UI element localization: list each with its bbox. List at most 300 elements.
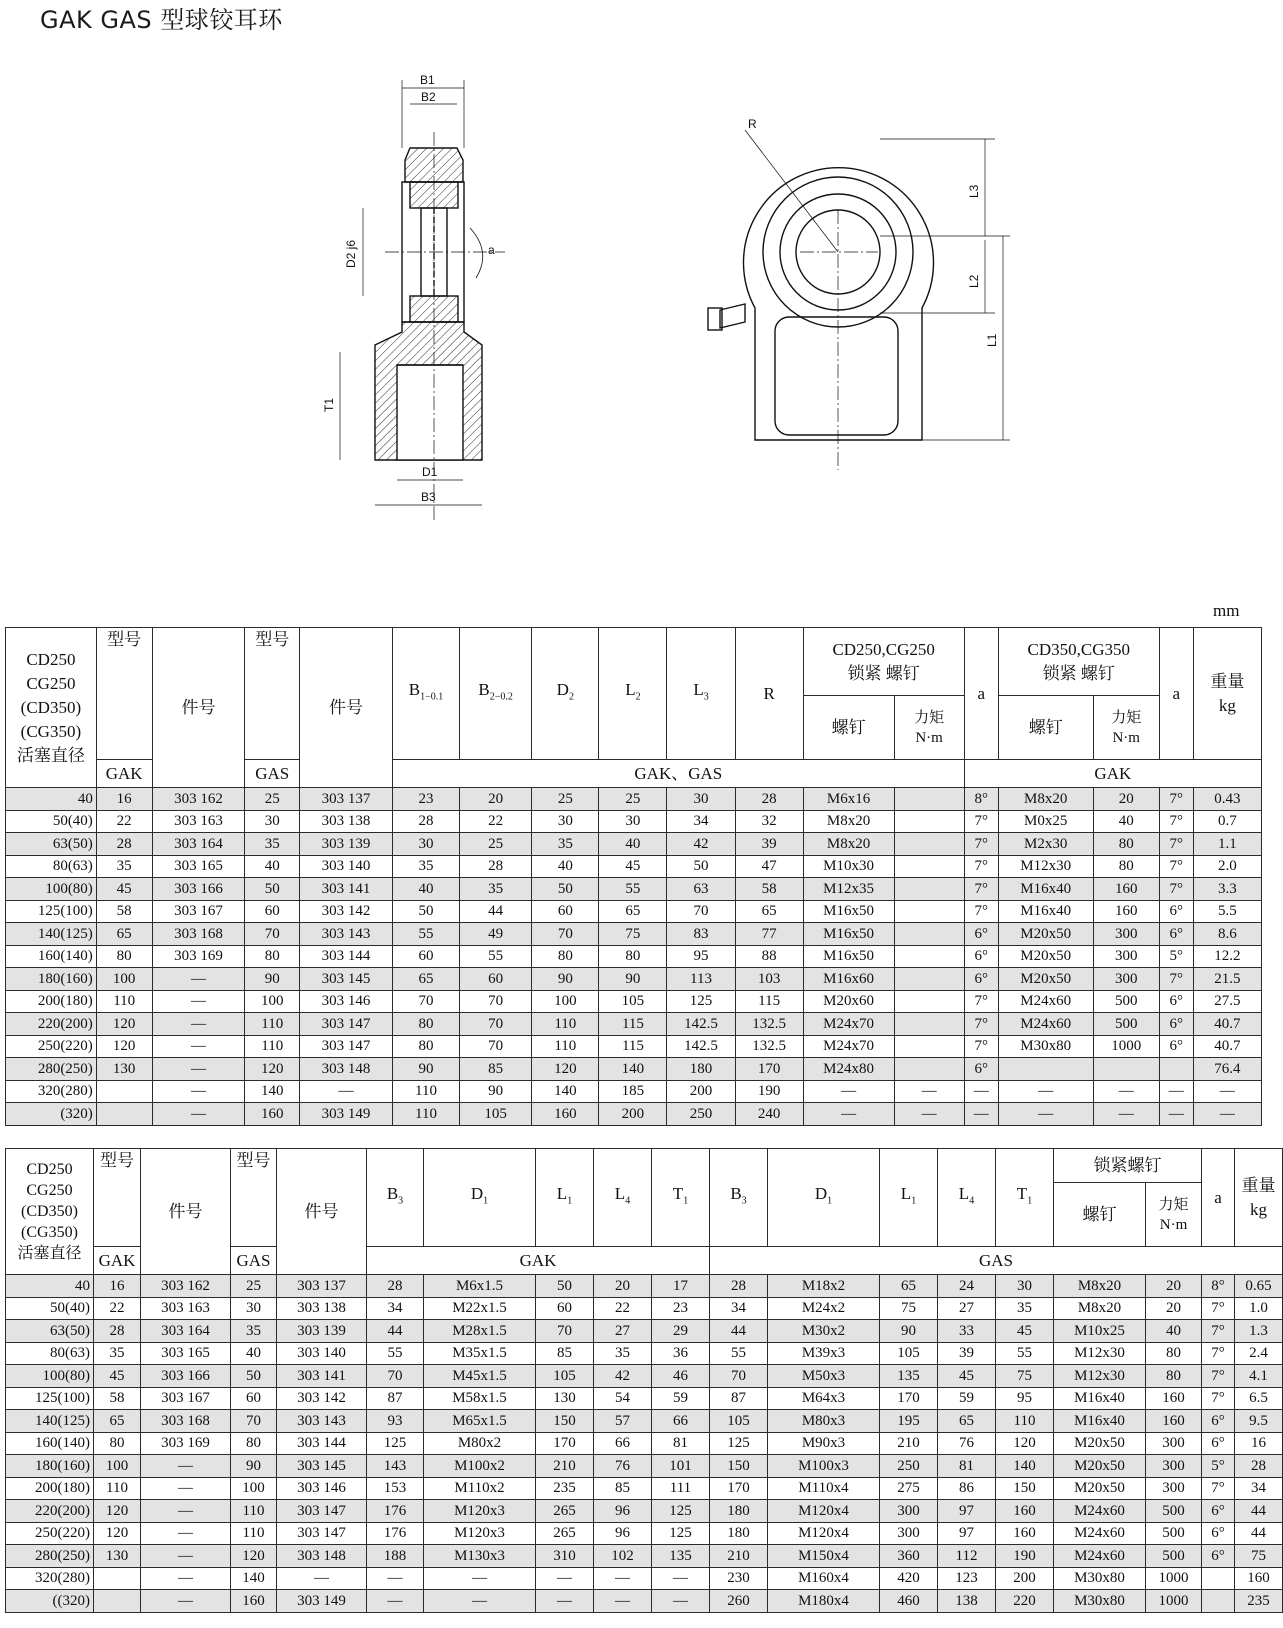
table-cell: M80x2 [424, 1432, 536, 1455]
table-cell: 25 [460, 833, 532, 856]
table-cell: 95 [667, 945, 735, 968]
table-cell: 88 [735, 945, 803, 968]
table-cell: — [998, 1080, 1093, 1103]
table-row [6, 1080, 1262, 1103]
table-cell: 160(140) [6, 1432, 94, 1455]
table-cell: 35 [392, 855, 459, 878]
header-gak-model: 型号 [96, 628, 152, 760]
table-cell: 30 [245, 810, 300, 833]
table-cell: 50 [231, 1365, 277, 1388]
table-cell: 120 [231, 1545, 277, 1568]
table-cell: 200(180) [6, 990, 97, 1013]
table-cell: 81 [652, 1432, 710, 1455]
table-cell: M120x3 [424, 1522, 536, 1545]
header-gas-part: 件号 [300, 628, 393, 788]
table-cell: — [652, 1567, 710, 1590]
table-cell: 150 [710, 1455, 768, 1478]
table-cell: 195 [880, 1410, 938, 1433]
table-cell: 7° [1202, 1342, 1235, 1365]
table-cell: — [1193, 1103, 1261, 1126]
table-cell: 44 [367, 1320, 424, 1343]
table-cell: 70 [710, 1365, 768, 1388]
table-cell [96, 1080, 152, 1103]
table-cell: 96 [594, 1522, 652, 1545]
table-cell: 65 [938, 1410, 996, 1433]
table-cell: 70 [367, 1365, 424, 1388]
table-cell: M28x1.5 [424, 1320, 536, 1343]
unit-label: mm [1213, 601, 1240, 620]
table-cell: 188 [367, 1545, 424, 1568]
table-cell: 303 144 [300, 945, 393, 968]
table-cell: 303 147 [277, 1522, 367, 1545]
side-section-view [340, 80, 505, 520]
table-cell: 160 [1093, 900, 1159, 923]
table-cell: 140 [245, 1080, 300, 1103]
table-cell: 111 [652, 1477, 710, 1500]
table-cell: 58 [735, 878, 803, 901]
table-cell: M24x70 [803, 1035, 894, 1058]
table-cell: M150x4 [768, 1545, 880, 1568]
table-cell: M16x40 [1054, 1387, 1146, 1410]
table-cell: 55 [710, 1342, 768, 1365]
table-row [6, 968, 1262, 991]
table-cell: 50 [536, 1275, 594, 1298]
table-cell: 40 [532, 855, 599, 878]
table-cell: 2.4 [1235, 1342, 1283, 1365]
table-cell: 17 [652, 1275, 710, 1298]
table-cell: 160 [996, 1522, 1054, 1545]
table-cell: 160 [1146, 1410, 1202, 1433]
table-cell: 12.2 [1193, 945, 1261, 968]
table-cell: 55 [996, 1342, 1054, 1365]
table-cell: 143 [367, 1455, 424, 1478]
table-cell: 90 [245, 968, 300, 991]
table-cell: 303 145 [277, 1455, 367, 1478]
header2-l4b: $L_4$ [938, 1149, 996, 1247]
table-cell: 86 [938, 1477, 996, 1500]
table-cell: 33 [938, 1320, 996, 1343]
table-cell: 303 149 [300, 1103, 393, 1126]
table-cell: 85 [594, 1477, 652, 1500]
table-cell: M12x35 [803, 878, 894, 901]
table-cell: — [1193, 1080, 1261, 1103]
table-cell: 83 [667, 923, 735, 946]
label-d2: D2 j6 [344, 239, 358, 268]
table-row [6, 990, 1262, 1013]
table-cell: M20x50 [1054, 1455, 1146, 1478]
table-cell: 110 [996, 1410, 1054, 1433]
table-cell: M6x16 [803, 788, 894, 811]
label-d1: D1 [422, 465, 438, 479]
header2-b3: $B_3$ [367, 1149, 424, 1247]
table-cell: 57 [594, 1410, 652, 1433]
table-cell: — [300, 1080, 393, 1103]
table-cell: 90 [880, 1320, 938, 1343]
table-row [6, 1035, 1262, 1058]
table-cell: 65 [392, 968, 459, 991]
table-cell: M64x3 [768, 1387, 880, 1410]
table-cell: M90x3 [768, 1432, 880, 1455]
table-cell: 60 [460, 968, 532, 991]
table-cell: M10x30 [803, 855, 894, 878]
table-cell: 130 [96, 1058, 152, 1081]
table-cell: 303 140 [300, 855, 393, 878]
table-cell: 39 [938, 1342, 996, 1365]
table-cell: M100x2 [424, 1455, 536, 1478]
table-cell: 42 [594, 1365, 652, 1388]
table-cell: 320(280) [6, 1567, 94, 1590]
table-cell: 58 [94, 1387, 141, 1410]
header-gak-part: 件号 [152, 628, 245, 788]
table-cell: 303 163 [141, 1297, 231, 1320]
table-cell: 170 [735, 1058, 803, 1081]
header2-d1: $D_1$ [424, 1149, 536, 1247]
table-cell: 27 [938, 1297, 996, 1320]
table-cell: — [1159, 1103, 1193, 1126]
header-torque2: 力矩 N·m [1093, 696, 1159, 760]
table-cell: 110 [532, 1035, 599, 1058]
table-cell: 300 [1093, 923, 1159, 946]
table-cell: 105 [599, 990, 667, 1013]
header-lock-250: CD250,CG250 锁紧 螺钉 [803, 628, 964, 696]
table-cell: 75 [880, 1297, 938, 1320]
table-cell: M110x2 [424, 1477, 536, 1500]
table-cell: 40.7 [1193, 1035, 1261, 1058]
table-row [6, 1477, 1283, 1500]
table-cell: 120 [94, 1500, 141, 1523]
table-cell: 135 [880, 1365, 938, 1388]
table-cell: 97 [938, 1500, 996, 1523]
table-cell: — [964, 1103, 998, 1126]
table-cell: — [424, 1567, 536, 1590]
table-cell: 240 [735, 1103, 803, 1126]
table-cell: 36 [652, 1342, 710, 1365]
header2-gak-model: 型号 [94, 1149, 141, 1247]
table-cell: — [536, 1590, 594, 1613]
table-cell [894, 1013, 964, 1036]
table-cell: 303 147 [300, 1035, 393, 1058]
table-cell: 460 [880, 1590, 938, 1613]
table-cell: 153 [367, 1477, 424, 1500]
table-cell: 6° [1159, 990, 1193, 1013]
table-cell: 170 [536, 1432, 594, 1455]
table-cell: 85 [536, 1342, 594, 1365]
table-cell: 275 [880, 1477, 938, 1500]
table-cell: M12x30 [1054, 1342, 1146, 1365]
table-cell: 44 [1235, 1500, 1283, 1523]
table-cell: 110 [231, 1500, 277, 1523]
table-cell: 27.5 [1193, 990, 1261, 1013]
table-cell: 320(280) [6, 1080, 97, 1103]
table-row [6, 1297, 1283, 1320]
table-cell: 50 [245, 878, 300, 901]
table-row [6, 1387, 1283, 1410]
table-cell: M16x40 [1054, 1410, 1146, 1433]
table-cell: 60 [536, 1297, 594, 1320]
table-cell: 180 [667, 1058, 735, 1081]
label-r: R [748, 117, 757, 131]
table-cell: — [141, 1590, 231, 1613]
table-cell: 80 [1093, 833, 1159, 856]
header2-t1b: $T_1$ [996, 1149, 1054, 1247]
table-cell: 34 [710, 1297, 768, 1320]
table-cell: 7° [964, 810, 998, 833]
table-cell: 303 166 [152, 878, 245, 901]
table-cell: — [152, 990, 245, 1013]
table-cell: 210 [536, 1455, 594, 1478]
table-cell: 75 [1235, 1545, 1283, 1568]
page-title: GAK GAS 型球铰耳环 [40, 6, 283, 34]
table-cell: 6° [1202, 1410, 1235, 1433]
header-gak-tag: GAK [96, 760, 152, 788]
table-cell: 303 143 [277, 1410, 367, 1433]
header2-gak-tag: GAK [94, 1247, 141, 1275]
header-b1: $B_{1-0.1}$ [392, 628, 459, 760]
table-row [6, 1545, 1283, 1568]
table-cell: 70 [245, 923, 300, 946]
table-cell: — [536, 1567, 594, 1590]
table-cell: 97 [938, 1522, 996, 1545]
table-cell: M24x60 [1054, 1522, 1146, 1545]
table-cell: 180(160) [6, 968, 97, 991]
table-cell: 303 138 [277, 1297, 367, 1320]
table-cell: 103 [735, 968, 803, 991]
table-cell: 300 [880, 1522, 938, 1545]
header-torque: 力矩 N·m [894, 696, 964, 760]
table-cell: 45 [996, 1320, 1054, 1343]
table-cell: 142.5 [667, 1013, 735, 1036]
header-a2: a [1159, 628, 1193, 760]
table-cell: — [803, 1103, 894, 1126]
table-cell: 6° [964, 968, 998, 991]
table-cell [998, 1058, 1093, 1081]
table-row [6, 923, 1262, 946]
table-cell [96, 1103, 152, 1126]
table-cell: 130 [536, 1387, 594, 1410]
table-cell: 140(125) [6, 1410, 94, 1433]
table-cell: 77 [735, 923, 803, 946]
table-cell: M80x3 [768, 1410, 880, 1433]
table-cell: 6.5 [1235, 1387, 1283, 1410]
table-cell: 20 [1093, 788, 1159, 811]
table-row [6, 1365, 1283, 1388]
table-cell: M8x20 [998, 788, 1093, 811]
table-cell: 303 166 [141, 1365, 231, 1388]
table-cell: — [152, 968, 245, 991]
table-cell: 300 [1146, 1477, 1202, 1500]
table-cell: 22 [94, 1297, 141, 1320]
table-cell: 110 [231, 1522, 277, 1545]
table-cell: 135 [652, 1545, 710, 1568]
table-cell: 115 [735, 990, 803, 1013]
table-cell: 235 [536, 1477, 594, 1500]
header2-b3b: $B_3$ [710, 1149, 768, 1247]
table-cell: 90 [231, 1455, 277, 1478]
table-cell: 220(200) [6, 1013, 97, 1036]
table-cell: 16 [94, 1275, 141, 1298]
table-row [6, 1500, 1283, 1523]
table-cell: 60 [392, 945, 459, 968]
table-cell: 125(100) [6, 1387, 94, 1410]
table-cell: 303 137 [277, 1275, 367, 1298]
table-cell: 132.5 [735, 1035, 803, 1058]
spec-table-1-body [6, 788, 1262, 1126]
table-row [6, 1590, 1283, 1613]
header-screw: 螺钉 [803, 696, 894, 760]
table-cell: 80(63) [6, 1342, 94, 1365]
table-cell: 65 [599, 900, 667, 923]
table-cell: 7° [964, 878, 998, 901]
table-cell: 142.5 [667, 1035, 735, 1058]
table-cell: — [141, 1477, 231, 1500]
table-cell: 50(40) [6, 810, 97, 833]
table-cell: M24x60 [998, 990, 1093, 1013]
table-cell: 110 [392, 1103, 459, 1126]
table-cell: 303 142 [300, 900, 393, 923]
table-cell: 7° [1159, 833, 1193, 856]
table-cell: 63(50) [6, 833, 97, 856]
table-cell: 250 [667, 1103, 735, 1126]
table-cell: 220(200) [6, 1500, 94, 1523]
table-cell: M16x40 [998, 878, 1093, 901]
table-cell: 90 [532, 968, 599, 991]
table-cell: 150 [536, 1410, 594, 1433]
table-cell: 90 [392, 1058, 459, 1081]
table-cell: 303 146 [277, 1477, 367, 1500]
table-cell: 303 139 [300, 833, 393, 856]
table-cell: 160 [1235, 1567, 1283, 1590]
table-cell: 80 [1146, 1342, 1202, 1365]
table-cell: 22 [594, 1297, 652, 1320]
table-cell: 70 [532, 923, 599, 946]
table-row [6, 833, 1262, 856]
table-cell: 66 [594, 1432, 652, 1455]
table-cell: 1000 [1146, 1567, 1202, 1590]
table-cell: — [1093, 1103, 1159, 1126]
table-cell: 160 [231, 1590, 277, 1613]
table-cell: 105 [536, 1365, 594, 1388]
table-cell: — [152, 1058, 245, 1081]
header2-gas-model: 型号 [231, 1149, 277, 1247]
table-cell: 49 [460, 923, 532, 946]
header-b2: $B_{2-0.2}$ [460, 628, 532, 760]
header-d2: $D_2$ [532, 628, 599, 760]
table-cell: 100 [94, 1455, 141, 1478]
table-cell: 7° [1159, 810, 1193, 833]
table-row [6, 788, 1262, 811]
table-cell: 6° [1159, 900, 1193, 923]
table-row [6, 878, 1262, 901]
table-cell: 7° [1202, 1477, 1235, 1500]
table-cell: 120 [94, 1522, 141, 1545]
table-cell: 303 141 [277, 1365, 367, 1388]
table-cell [94, 1590, 141, 1613]
table-cell: 138 [938, 1590, 996, 1613]
table-cell: 7° [1159, 788, 1193, 811]
table-cell: M20x50 [998, 968, 1093, 991]
table-cell: 6° [964, 1058, 998, 1081]
table-cell: 40.7 [1193, 1013, 1261, 1036]
table-cell: 80 [392, 1013, 459, 1036]
table-cell: 500 [1146, 1545, 1202, 1568]
table-cell: 30 [599, 810, 667, 833]
table-cell: 303 169 [141, 1432, 231, 1455]
table-cell: 160(140) [6, 945, 97, 968]
table-cell: 303 167 [141, 1387, 231, 1410]
table-cell: 303 164 [141, 1320, 231, 1343]
header-screw2: 螺钉 [998, 696, 1093, 760]
table-cell: 80 [599, 945, 667, 968]
table-cell: 0.7 [1193, 810, 1261, 833]
table-cell [894, 945, 964, 968]
table-cell: 45 [94, 1365, 141, 1388]
table-cell: M180x4 [768, 1590, 880, 1613]
table-cell: 303 165 [141, 1342, 231, 1365]
table-cell: 200 [599, 1103, 667, 1126]
table-cell: 303 142 [277, 1387, 367, 1410]
table-cell: 30 [231, 1297, 277, 1320]
table-cell: 25 [599, 788, 667, 811]
table-cell: 35 [96, 855, 152, 878]
table-cell: 63 [667, 878, 735, 901]
table-cell: 185 [599, 1080, 667, 1103]
label-b2: B2 [421, 90, 436, 104]
header-a: a [964, 628, 998, 760]
table-cell: 40 [6, 1275, 94, 1298]
table-cell: M2x30 [998, 833, 1093, 856]
table-cell: 7° [1159, 855, 1193, 878]
table-cell: 60 [231, 1387, 277, 1410]
table-cell: M20x50 [998, 923, 1093, 946]
table-cell: (320) [6, 1103, 97, 1126]
table-row [6, 1058, 1262, 1081]
table-cell: — [141, 1522, 231, 1545]
table-cell: 58 [96, 900, 152, 923]
table-cell: 303 139 [277, 1320, 367, 1343]
table-cell: 76.4 [1193, 1058, 1261, 1081]
label-b3: B3 [421, 490, 436, 504]
group2-gak: GAK [367, 1247, 710, 1275]
table-row [6, 1432, 1283, 1455]
table-cell: 65 [880, 1275, 938, 1298]
table-cell: 95 [996, 1387, 1054, 1410]
table-cell: 1.0 [1235, 1297, 1283, 1320]
table-cell: 170 [880, 1387, 938, 1410]
table-cell: 7° [964, 990, 998, 1013]
table-cell: M16x50 [803, 923, 894, 946]
table-cell: 60 [532, 900, 599, 923]
table-cell: 54 [594, 1387, 652, 1410]
group-gak-gas: GAK、GAS [392, 760, 964, 788]
table-cell: 160 [1093, 878, 1159, 901]
table-cell: 70 [667, 900, 735, 923]
table-cell: 50 [392, 900, 459, 923]
table-row [6, 1567, 1283, 1590]
table-cell: 125(100) [6, 900, 97, 923]
table-cell [894, 1035, 964, 1058]
table-cell: 34 [1235, 1477, 1283, 1500]
table-cell: 20 [1146, 1275, 1202, 1298]
table-cell: 125 [652, 1522, 710, 1545]
table-cell: — [367, 1590, 424, 1613]
label-alpha: a [488, 243, 495, 257]
table-row [6, 1103, 1262, 1126]
table-cell: M18x2 [768, 1275, 880, 1298]
front-view [708, 130, 1010, 470]
table-cell: 76 [938, 1432, 996, 1455]
table-cell: 200(180) [6, 1477, 94, 1500]
table-cell: M24x70 [803, 1013, 894, 1036]
